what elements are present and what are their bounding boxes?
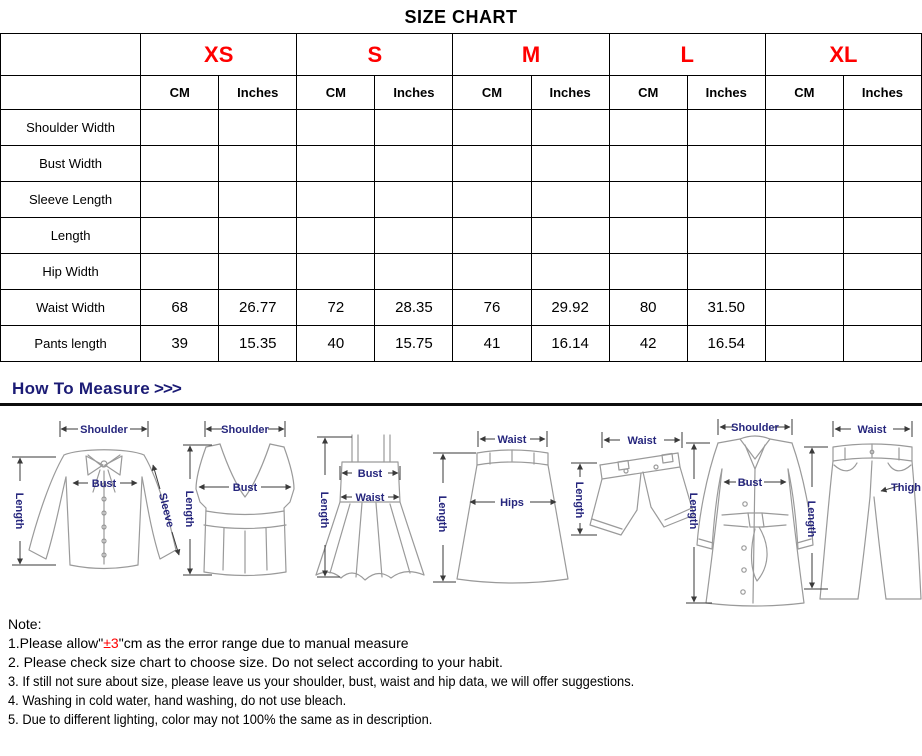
value-cell — [765, 110, 843, 146]
value-cell: 39 — [141, 326, 219, 362]
table-row — [1, 326, 922, 362]
value-cell — [453, 218, 531, 254]
row-label: Waist Width — [1, 290, 141, 326]
unit-header-cm: CM — [453, 76, 531, 110]
table-row — [1, 182, 922, 218]
corner-cell — [1, 34, 141, 76]
value-cell — [375, 254, 453, 290]
value-cell — [609, 254, 687, 290]
value-cell — [453, 110, 531, 146]
pants-waist-label: Waist — [857, 424, 887, 436]
dress-bust-label: Bust — [357, 468, 383, 480]
blouse-sleeve-label: Sleeve — [155, 491, 177, 529]
row-label: Sleeve Length — [1, 182, 141, 218]
value-cell — [765, 326, 843, 362]
shorts-waist-label: Waist — [627, 435, 657, 447]
size-chart-table — [0, 33, 922, 362]
value-cell: 40 — [297, 326, 375, 362]
tank-bust-label: Bust — [232, 482, 258, 494]
value-cell: 15.75 — [375, 326, 453, 362]
how-to-measure-label: How To Measure — [12, 379, 151, 398]
value-cell — [453, 254, 531, 290]
divider-line — [0, 403, 922, 406]
value-cell: 31.50 — [687, 290, 765, 326]
row-label: Pants length — [1, 326, 141, 362]
value-cell — [609, 146, 687, 182]
value-cell: 42 — [609, 326, 687, 362]
corner-cell — [1, 76, 141, 110]
size-header-m: M — [453, 34, 609, 76]
unit-header-inches: Inches — [219, 76, 297, 110]
value-cell — [141, 146, 219, 182]
value-cell — [141, 218, 219, 254]
value-cell — [531, 254, 609, 290]
value-cell — [843, 326, 921, 362]
skirt-waist-label: Waist — [497, 434, 527, 446]
value-cell — [531, 182, 609, 218]
value-cell: 16.54 — [687, 326, 765, 362]
value-cell: 76 — [453, 290, 531, 326]
value-cell — [219, 146, 297, 182]
size-header-xs: XS — [141, 34, 297, 76]
value-cell — [765, 254, 843, 290]
pants-thigh-label: Thigh — [891, 482, 921, 494]
pants-length-label: Length — [805, 500, 817, 538]
value-cell — [843, 146, 921, 182]
unit-header-inches: Inches — [375, 76, 453, 110]
blouse-length-label: Length — [13, 492, 25, 530]
value-cell — [843, 290, 921, 326]
value-cell — [375, 110, 453, 146]
coat-bust-label: Bust — [737, 477, 763, 489]
value-cell — [609, 182, 687, 218]
note-heading: Note: — [8, 616, 42, 632]
value-cell: 26.77 — [219, 290, 297, 326]
note-line-4: 4. Washing in cold water, hand washing, do not use bleach. — [8, 692, 347, 708]
unit-header-cm: CM — [609, 76, 687, 110]
unit-header-inches: Inches — [843, 76, 921, 110]
size-header-xl: XL — [765, 34, 921, 76]
note-line-2: 2. Please check size chart to choose size. Do not select according to your habit. — [8, 654, 503, 670]
diagram-dress — [316, 435, 424, 580]
unit-header-cm: CM — [765, 76, 843, 110]
value-cell — [141, 182, 219, 218]
note-line-1: 1.Please allow"±3"cm as the error range due to manual measure — [8, 635, 409, 651]
row-label: Shoulder Width — [1, 110, 141, 146]
page-title: SIZE CHART — [404, 7, 518, 27]
value-cell: 41 — [453, 326, 531, 362]
value-cell — [219, 182, 297, 218]
value-cell — [843, 218, 921, 254]
unit-header-cm: CM — [297, 76, 375, 110]
value-cell — [531, 218, 609, 254]
value-cell — [843, 182, 921, 218]
table-row — [1, 290, 922, 326]
value-cell — [297, 254, 375, 290]
coat-length-label: Length — [687, 492, 699, 530]
row-label: Length — [1, 218, 141, 254]
value-cell — [687, 254, 765, 290]
size-header-s: S — [297, 34, 453, 76]
value-cell — [609, 218, 687, 254]
value-cell: 28.35 — [375, 290, 453, 326]
row-label: Hip Width — [1, 254, 141, 290]
value-cell — [687, 146, 765, 182]
value-cell — [687, 182, 765, 218]
tank-length-label: Length — [183, 490, 195, 528]
value-cell — [687, 110, 765, 146]
value-cell — [609, 110, 687, 146]
value-cell — [141, 254, 219, 290]
value-cell: 68 — [141, 290, 219, 326]
value-cell — [375, 218, 453, 254]
dress-waist-label: Waist — [355, 492, 385, 504]
value-cell — [219, 254, 297, 290]
value-cell — [765, 290, 843, 326]
row-label: Bust Width — [1, 146, 141, 182]
diagram-tank-top — [183, 421, 294, 576]
skirt-length-label: Length — [436, 495, 448, 533]
size-header-l: L — [609, 34, 765, 76]
shorts-length-label: Length — [573, 481, 585, 519]
diagram-skirt — [433, 431, 568, 583]
table-row — [1, 110, 922, 146]
value-cell — [297, 182, 375, 218]
value-cell: 15.35 — [219, 326, 297, 362]
how-to-measure-heading — [12, 379, 922, 401]
blouse-shoulder-label: Shoulder — [80, 424, 128, 436]
value-cell — [375, 146, 453, 182]
value-cell — [219, 218, 297, 254]
note-line-5: 5. Due to different lighting, color may not 100% the same as in description. — [8, 711, 433, 727]
value-cell: 16.14 — [531, 326, 609, 362]
note-line-3: 3. If still not sure about size, please leave us your shoulder, bust, waist and hip data, we will offer suggestions. — [8, 673, 635, 689]
value-cell — [531, 146, 609, 182]
notes-section — [8, 615, 922, 729]
size-header-row — [1, 34, 922, 76]
value-cell — [765, 146, 843, 182]
value-cell — [219, 110, 297, 146]
value-cell: 80 — [609, 290, 687, 326]
value-cell — [687, 218, 765, 254]
value-cell — [843, 254, 921, 290]
table-row — [1, 218, 922, 254]
diagram-blouse — [12, 421, 179, 569]
unit-header-cm: CM — [141, 76, 219, 110]
value-cell — [765, 182, 843, 218]
skirt-hips-label: Hips — [500, 497, 524, 509]
unit-header-row — [1, 76, 922, 110]
value-cell: 72 — [297, 290, 375, 326]
dress-length-label: Length — [318, 491, 330, 529]
diagram-coat — [686, 419, 813, 606]
table-row — [1, 146, 922, 182]
unit-header-inches: Inches — [687, 76, 765, 110]
value-cell — [531, 110, 609, 146]
tank-shoulder-label: Shoulder — [221, 424, 269, 436]
value-cell — [141, 110, 219, 146]
measure-diagrams — [0, 407, 922, 612]
value-cell — [843, 110, 921, 146]
value-cell — [375, 182, 453, 218]
value-cell — [453, 146, 531, 182]
value-cell: 29.92 — [531, 290, 609, 326]
table-row — [1, 254, 922, 290]
value-cell — [297, 110, 375, 146]
error-range-highlight: ±3 — [103, 635, 119, 651]
diagram-pants — [804, 421, 921, 599]
blouse-bust-label: Bust — [91, 478, 117, 490]
value-cell — [297, 218, 375, 254]
value-cell — [765, 218, 843, 254]
unit-header-inches: Inches — [531, 76, 609, 110]
value-cell — [297, 146, 375, 182]
diagram-shorts — [571, 432, 694, 535]
coat-shoulder-label: Shoulder — [731, 422, 779, 434]
chevrons-icon: >>> — [154, 379, 181, 398]
value-cell — [453, 182, 531, 218]
